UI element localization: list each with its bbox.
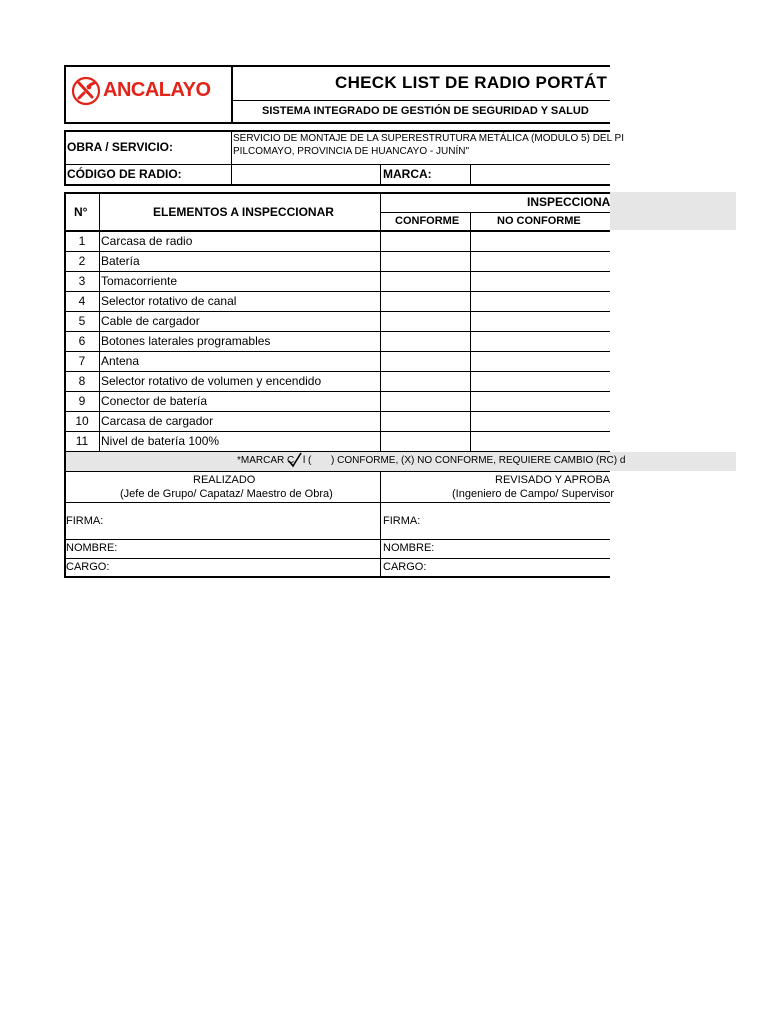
revisado-title: REVISADO Y APROBA xyxy=(495,474,611,486)
page-title: CHECK LIST DE RADIO PORTÁT xyxy=(335,73,608,92)
col-header-number: N° xyxy=(74,205,88,219)
no-conforme-cell[interactable] xyxy=(471,391,610,411)
logo-text: ANCALAYO xyxy=(103,79,211,101)
row-item-label: Tomacorriente xyxy=(101,274,178,288)
revisado-subtitle: (Ingeniero de Campo/ Supervisor xyxy=(452,488,615,500)
row-item-label: Selector rotativo de canal xyxy=(101,294,237,308)
row-item-label: Nivel de batería 100% xyxy=(101,434,220,448)
conforme-cell[interactable] xyxy=(381,291,470,311)
row-item-label: Batería xyxy=(101,254,140,268)
row-number: 10 xyxy=(75,414,89,428)
no-conforme-cell[interactable] xyxy=(471,291,610,311)
col-header-inspection: INSPECCIONA xyxy=(527,195,611,209)
row-number: 7 xyxy=(78,354,86,368)
conforme-cell[interactable] xyxy=(381,371,470,391)
realizado-subtitle: (Jefe de Grupo/ Capataz/ Maestro de Obra) xyxy=(120,488,333,500)
codigo-radio-field[interactable] xyxy=(232,165,379,185)
no-conforme-cell[interactable] xyxy=(471,371,610,391)
logo-mark-icon xyxy=(70,75,102,107)
no-conforme-cell[interactable] xyxy=(471,331,610,351)
row-item-label: Antena xyxy=(101,354,140,368)
row-item-label: Selector rotativo de volumen y encendido xyxy=(101,374,322,388)
conforme-cell[interactable] xyxy=(381,431,470,451)
firma-field-right[interactable] xyxy=(425,503,609,538)
obra-value: SERVICIO DE MONTAJE DE LA SUPERESTRUTURA METÁLICA (MODULO 5) DEL PI xyxy=(233,133,625,144)
no-conforme-cell[interactable] xyxy=(471,431,610,451)
col-header-conforme: CONFORME xyxy=(395,215,460,227)
realizado-title: REALIZADO xyxy=(193,474,256,486)
cargo-label-right: CARGO: xyxy=(383,561,427,573)
obra-value-line2: PILCOMAYO, PROVINCIA DE HUANCAYO - JUNÍN" xyxy=(233,146,469,157)
row-item-label: Cable de cargador xyxy=(101,314,200,328)
marking-note: ) CONFORME, (X) NO CONFORME, REQUIERE CAMBIO (RC) d xyxy=(331,455,626,466)
row-number: 8 xyxy=(78,374,86,388)
conforme-cell[interactable] xyxy=(381,231,470,251)
no-conforme-cell[interactable] xyxy=(471,311,610,331)
marca-field[interactable] xyxy=(471,165,609,185)
row-item-label: Carcasa de cargador xyxy=(101,414,214,428)
row-item-label: Carcasa de radio xyxy=(101,234,193,248)
col-header-elements: ELEMENTOS A INSPECCIONAR xyxy=(153,205,334,219)
no-conforme-cell[interactable] xyxy=(471,251,610,271)
no-conforme-cell[interactable] xyxy=(471,271,610,291)
no-conforme-cell[interactable] xyxy=(471,351,610,371)
row-item-label: Botones laterales programables xyxy=(101,334,271,348)
conforme-cell[interactable] xyxy=(381,331,470,351)
marking-note-prefix: *MARCAR C xyxy=(237,455,295,466)
row-number: 1 xyxy=(78,234,86,248)
obra-label: OBRA / SERVICIO: xyxy=(67,140,174,154)
no-conforme-cell[interactable] xyxy=(471,411,610,431)
row-number: 2 xyxy=(78,254,86,268)
page-subtitle: SISTEMA INTEGRADO DE GESTIÓN DE SEGURIDAD Y SALUD xyxy=(262,105,589,117)
row-number: 11 xyxy=(75,434,89,448)
firma-label-left: FIRMA: xyxy=(66,515,104,527)
checkmark-icon xyxy=(286,451,304,469)
marking-note-mid: l ( xyxy=(303,455,312,466)
firma-field-left[interactable] xyxy=(110,503,379,538)
conforme-cell[interactable] xyxy=(381,391,470,411)
conforme-cell[interactable] xyxy=(381,251,470,271)
row-number: 3 xyxy=(78,274,86,288)
nombre-label-left: NOMBRE: xyxy=(66,542,118,554)
row-number: 9 xyxy=(78,394,86,408)
row-item-label: Conector de batería xyxy=(101,394,208,408)
row-number: 5 xyxy=(78,314,86,328)
marca-label: MARCA: xyxy=(383,167,432,181)
cargo-label-left: CARGO: xyxy=(66,561,110,573)
row-number: 6 xyxy=(78,334,86,348)
company-logo xyxy=(70,74,230,108)
firma-label-right: FIRMA: xyxy=(383,515,421,527)
conforme-cell[interactable] xyxy=(381,311,470,331)
conforme-cell[interactable] xyxy=(381,271,470,291)
col-header-no-conforme: NO CONFORME xyxy=(497,215,581,227)
codigo-radio-label: CÓDIGO DE RADIO: xyxy=(67,167,182,181)
nombre-label-right: NOMBRE: xyxy=(383,542,435,554)
conforme-cell[interactable] xyxy=(381,351,470,371)
row-number: 4 xyxy=(78,294,86,308)
no-conforme-cell[interactable] xyxy=(471,231,610,251)
conforme-cell[interactable] xyxy=(381,411,470,431)
